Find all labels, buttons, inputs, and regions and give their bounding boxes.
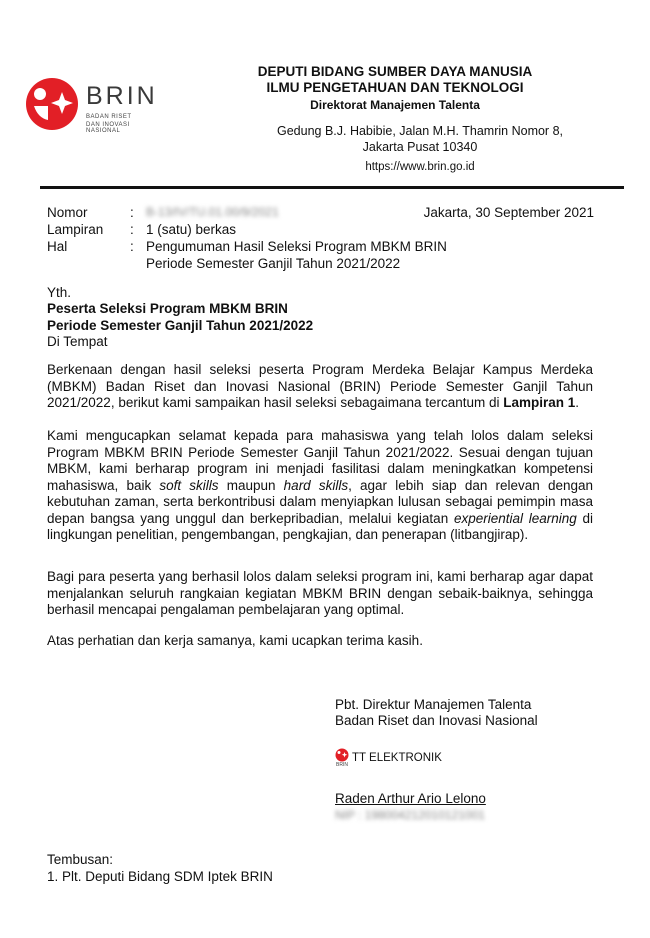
lampiran-value: 1 (satu) berkas <box>146 222 237 237</box>
hal-value-1: Pengumuman Hasil Seleksi Program MBKM BRIN <box>146 239 447 254</box>
cc-item-1: 1. Plt. Deputi Bidang SDM Iptek BRIN <box>47 869 273 884</box>
brin-emblem-icon <box>24 76 80 132</box>
signatory-name: Raden Arthur Ario Lelono <box>335 791 486 806</box>
nomor-label: Nomor <box>47 205 88 220</box>
body-paragraph-1: Berkenaan dengan hasil seleksi peserta Program Merdeka Belajar Kampus Merdeka (MBKM) Badan Riset dan Inovasi Nasional (BRIN) Periode Semester Ganjil Tahun 2021/2022, berikut kami sampaikan hasil seleksi sebagaimana tercantum di Lampiran 1. <box>47 362 593 410</box>
recipient-salutation: Yth. <box>47 285 72 300</box>
recipient-name-2: Periode Semester Ganjil Tahun 2021/2022 <box>47 318 314 333</box>
lampiran-colon: : <box>130 222 134 237</box>
body-paragraph-2: Kami mengucapkan selamat kepada para mahasiswa yang telah lolos dalam seleksi Program MBKM BRIN Periode Semester Ganjil Tahun 2021/2022. Sesuai dengan tujuan MBKM, kami berharap program ini menjadi fasilitasi dalam meningkatkan kompetensi mahasiswa, baik soft skills maupun hard skills, agar lebih siap dan relevan dengan kebutuhan zaman, serta berkontribusi dalam menyiapkan lulusan sebagai pemimpin masa depan bangsa yang unggul dan berkepribadian, melalui kegiatan experiential learning di lingkungan penelitian, pengembangan, pengkajian, dan penerapan (litbangjirap). <box>47 428 594 542</box>
lampiran-label: Lampiran <box>47 222 104 237</box>
tt-elektronik-label: TT ELEKTRONIK <box>352 752 442 764</box>
letter-date: Jakarta, 30 September 2021 <box>423 205 594 220</box>
brin-logo <box>24 76 164 136</box>
hal-label: Hal <box>47 239 68 254</box>
logo-subtitle-2: DAN INOVASI NASIONAL <box>86 122 130 134</box>
hal-value-2: Periode Semester Ganjil Tahun 2021/2022 <box>146 256 401 271</box>
tt-brin-label: BRIN <box>336 762 348 768</box>
brin-small-icon <box>335 748 349 762</box>
letterhead-line-3: Direktorat Manajemen Talenta <box>310 98 480 112</box>
letterhead-website: https://www.brin.go.id <box>365 161 475 173</box>
hal-colon: : <box>130 239 134 254</box>
logo-wordmark: BRIN <box>86 82 158 110</box>
recipient-name-1: Peserta Seleksi Program MBKM BRIN <box>47 301 288 316</box>
body-paragraph-3: Bagi para peserta yang berhasil lolos dalam seleksi program ini, kami berharap agar dapat menjalankan seluruh rangkaian kegiatan MBKM BRIN dengan sebaik-baiknya, sehingga berhasil mencapai pengalaman pembelajaran yang optimal. <box>47 569 593 617</box>
signatory-title-2: Badan Riset dan Inovasi Nasional <box>335 713 538 728</box>
letterhead-divider <box>40 186 624 189</box>
electronic-signature-mark <box>335 748 442 768</box>
logo-subtitle-1: BADAN RISET <box>86 114 132 120</box>
cc-label: Tembusan: <box>47 852 114 867</box>
nomor-value: B-13/IV/TU.01.00/9/2021 <box>146 205 279 219</box>
signatory-title-1: Pbt. Direktur Manajemen Talenta <box>335 697 532 712</box>
signatory-nip: NIP : 198004212010121001 <box>335 808 485 822</box>
letterhead-address-1: Gedung B.J. Habibie, Jalan M.H. Thamrin Nomor 8, <box>276 124 563 138</box>
nomor-colon: : <box>130 205 134 220</box>
letterhead-line-1: DEPUTI BIDANG SUMBER DAYA MANUSIA <box>257 64 533 79</box>
recipient-place: Di Tempat <box>47 334 108 349</box>
letterhead-line-2: ILMU PENGETAHUAN DAN TEKNOLOGI <box>266 80 524 95</box>
letterhead-address-2: Jakarta Pusat 10340 <box>362 140 478 154</box>
body-paragraph-4: Atas perhatian dan kerja samanya, kami ucapkan terima kasih. <box>47 633 423 648</box>
